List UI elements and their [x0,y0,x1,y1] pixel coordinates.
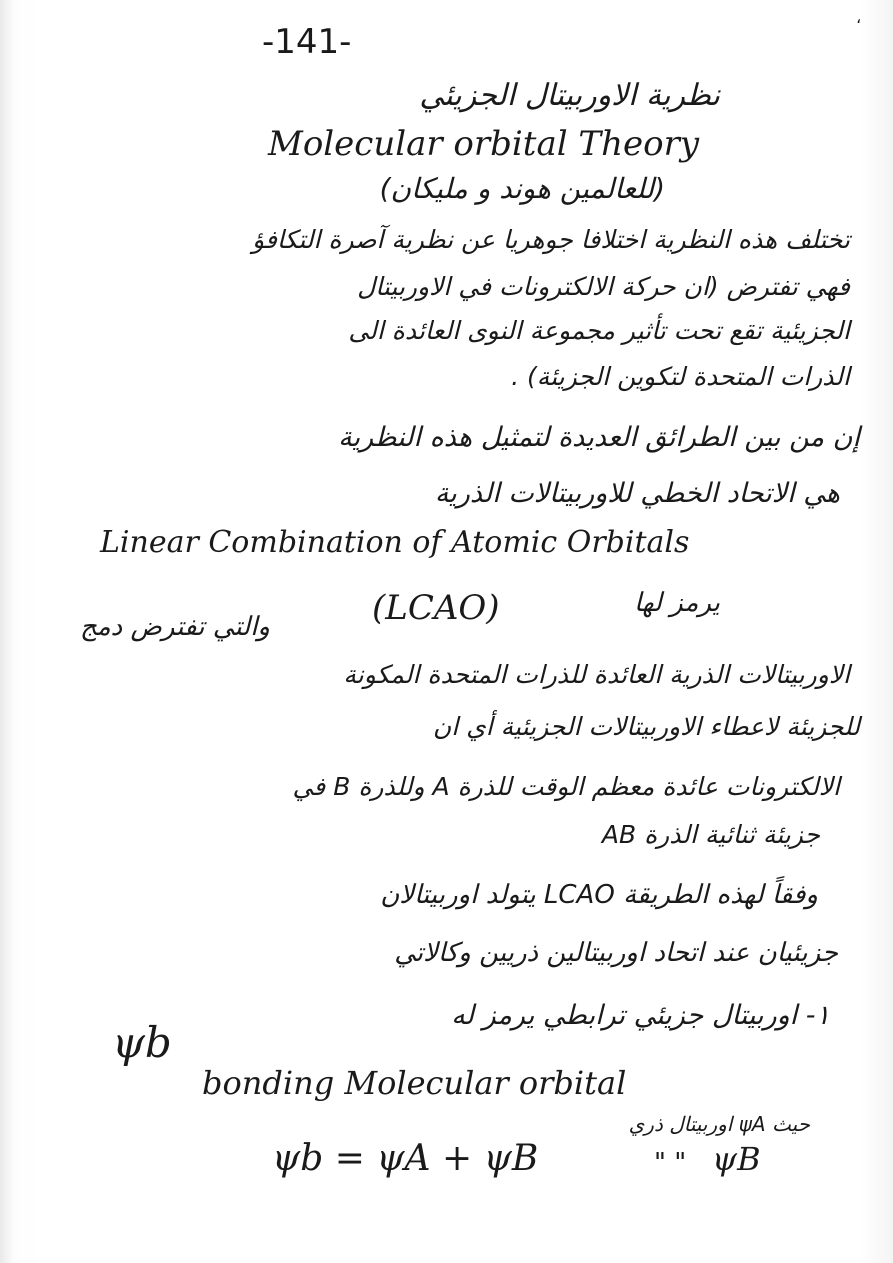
lcao-symbol-label: يرمز لها [634,588,720,618]
paragraph1-line1: تختلف هذه النظرية اختلافا جوهريا عن نظرية آصرة التكافؤ [252,225,850,254]
paragraph4-line1: وفقاً لهذه الطريقة LCAO يتولد اوربيتالان [380,880,818,910]
bonding-equation: ψb = ψA + ψB [272,1138,539,1179]
subtitle-arabic: (للعالمين هوند و مليكان) [379,172,665,205]
paragraph4-line2: جزيئيان عند اتحاد اوربيتالين ذريين وكالاتي [394,938,838,968]
title-arabic: نظرية الاوربيتال الجزيئي [419,78,720,113]
ditto-marks: " " [654,1148,687,1178]
lcao-assumption-label: والتي تفترض دمج [79,612,270,642]
paragraph1-line4: الذرات المتحدة لتكوين الجزيئة) . [511,362,850,391]
paragraph2-line1: إن من بين الطرائق العديدة لتمثيل هذه النظرية [338,422,860,453]
paragraph3-line3: الالكترونات عائدة معظم الوقت للذرة A وللذرة B في [292,772,840,801]
psi-b-symbol: ψb [112,1018,172,1067]
lcao-abbreviation: (LCAO) [372,588,500,628]
bonding-orbital-english: bonding Molecular orbital [202,1064,627,1102]
paragraph1-line3: الجزيئية تقع تحت تأثير مجموعة النوى العائدة الى [348,316,850,345]
where-note-arabic: حيث ψA اوربيتال ذري [628,1112,810,1136]
psi-capital-b-symbol: ψB [712,1140,761,1178]
paragraph3-line2: للجزيئة لاعطاء الاوربيتالات الجزيئية أي ان [432,712,860,741]
paragraph2-line2: هي الاتحاد الخطي للاوربيتالات الذرية [434,478,840,509]
title-english: Molecular orbital Theory [268,124,700,164]
corner-mark: ، [856,8,862,27]
paragraph3-line4: جزيئة ثنائية الذرة AB [601,820,820,849]
page-number: -141- [262,22,352,62]
item1-bonding-orbital: ١- اوربيتال جزيئي ترابطي يرمز له [451,1000,830,1031]
paragraph3-line1: الاوربيتالات الذرية العائدة للذرات المتحدة المكونة [343,660,850,689]
paragraph1-line2: فهي تفترض (ان حركة الالكترونات في الاوربيتال [357,272,850,301]
lcao-full-name: Linear Combination of Atomic Orbitals [100,525,690,560]
